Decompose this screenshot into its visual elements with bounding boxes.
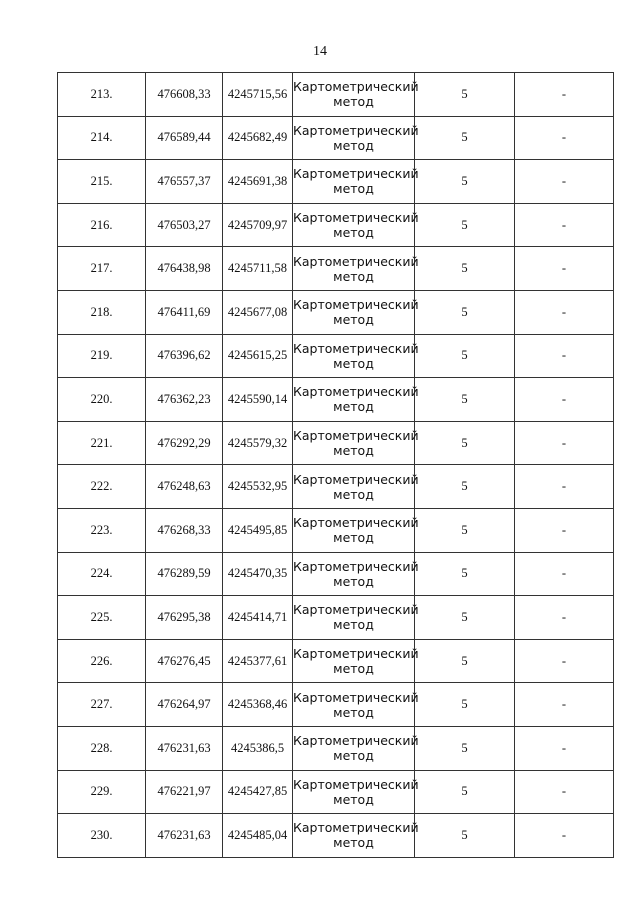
note-value: -: [561, 304, 567, 319]
note-value: -: [561, 261, 567, 276]
point-number-cell: [58, 160, 146, 204]
method-line-1: Картометрический: [293, 340, 419, 356]
accuracy-cell: [415, 508, 515, 552]
y-coordinate-cell: [223, 596, 293, 640]
accuracy-cell: [415, 465, 515, 509]
y-coordinate-cell: [223, 421, 293, 465]
table-row: [58, 116, 614, 160]
note-cell: [515, 378, 614, 422]
x-coordinate-cell: [146, 378, 223, 422]
note-cell: [515, 334, 614, 378]
accuracy-cell: [415, 116, 515, 160]
y-coordinate: 4245414,71: [227, 609, 288, 624]
y-coordinate: 4245590,14: [227, 391, 288, 406]
method-cell: [293, 683, 419, 727]
table-row: [58, 683, 614, 727]
y-coordinate: 4245709,97: [227, 217, 288, 232]
accuracy-cell: [415, 203, 515, 247]
note-value: -: [561, 522, 567, 537]
note-value: -: [561, 697, 567, 712]
x-coordinate: 476557,37: [157, 173, 211, 188]
point-number: 216.: [90, 217, 113, 232]
method-line-2: метод: [333, 268, 374, 284]
accuracy-cell: [415, 421, 515, 465]
x-coordinate: 476268,33: [157, 522, 211, 537]
method-cell: [293, 421, 419, 465]
y-coordinate: 4245579,32: [227, 435, 288, 450]
x-coordinate: 476264,97: [157, 697, 211, 712]
method-line-2: метод: [333, 617, 374, 633]
x-coordinate-cell: [146, 421, 223, 465]
accuracy-cell: [415, 814, 515, 858]
accuracy-value: 5: [461, 86, 468, 101]
table-row: [58, 508, 614, 552]
x-coordinate: 476289,59: [157, 566, 211, 581]
method-line-2: метод: [333, 486, 374, 502]
note-cell: [515, 770, 614, 814]
accuracy-value: 5: [461, 391, 468, 406]
note-value: -: [561, 827, 567, 842]
y-coordinate: 4245377,61: [227, 653, 288, 668]
y-coordinate: 4245495,85: [227, 522, 288, 537]
method-line-2: метод: [333, 181, 374, 197]
point-number: 214.: [90, 130, 113, 145]
y-coordinate: 4245691,38: [227, 173, 288, 188]
method-line-2: метод: [333, 399, 374, 415]
method-cell: [293, 596, 419, 640]
point-number-cell: [58, 465, 146, 509]
note-value: -: [561, 653, 567, 668]
note-value: -: [561, 173, 567, 188]
method-line-1: Картометрический: [293, 515, 419, 531]
method-line-1: Картометрический: [293, 428, 419, 444]
coordinates-table: [57, 72, 614, 858]
method-line-1: Картометрический: [293, 297, 419, 313]
note-cell: [515, 683, 614, 727]
note-cell: [515, 290, 614, 334]
y-coordinate-cell: [223, 247, 293, 291]
x-coordinate: 476589,44: [157, 130, 211, 145]
accuracy-value: 5: [461, 261, 468, 276]
method-line-2: метод: [333, 704, 374, 720]
method-cell: [293, 203, 419, 247]
accuracy-cell: [415, 726, 515, 770]
point-number-cell: [58, 247, 146, 291]
method-line-2: метод: [333, 791, 374, 807]
accuracy-value: 5: [461, 217, 468, 232]
y-coordinate-cell: [223, 814, 293, 858]
accuracy-cell: [415, 290, 515, 334]
point-number: 230.: [90, 827, 113, 842]
x-coordinate-cell: [146, 160, 223, 204]
point-number: 215.: [90, 173, 113, 188]
method-line-2: метод: [333, 573, 374, 589]
y-coordinate-cell: [223, 160, 293, 204]
table-row: [58, 596, 614, 640]
table-row: [58, 726, 614, 770]
note-cell: [515, 160, 614, 204]
table-row: [58, 73, 614, 117]
accuracy-value: 5: [461, 740, 468, 755]
table-row: [58, 290, 614, 334]
accuracy-value: 5: [461, 653, 468, 668]
accuracy-value: 5: [461, 609, 468, 624]
point-number: 221.: [90, 435, 113, 450]
note-value: -: [561, 435, 567, 450]
method-cell: [293, 726, 419, 770]
point-number-cell: [58, 552, 146, 596]
accuracy-value: 5: [461, 304, 468, 319]
method-line-2: метод: [333, 661, 374, 677]
point-number: 217.: [90, 261, 113, 276]
accuracy-value: 5: [461, 479, 468, 494]
page-number: 14: [313, 44, 327, 59]
y-coordinate-cell: [223, 378, 293, 422]
x-coordinate-cell: [146, 247, 223, 291]
table-row: [58, 203, 614, 247]
note-cell: [515, 639, 614, 683]
x-coordinate: 476292,29: [157, 435, 211, 450]
note-value: -: [561, 391, 567, 406]
accuracy-cell: [415, 334, 515, 378]
y-coordinate: 4245470,35: [227, 566, 288, 581]
point-number: 223.: [90, 522, 113, 537]
y-coordinate: 4245711,58: [228, 261, 287, 276]
method-line-2: метод: [333, 443, 374, 459]
accuracy-value: 5: [461, 784, 468, 799]
method-line-2: метод: [333, 530, 374, 546]
note-cell: [515, 596, 614, 640]
accuracy-cell: [415, 639, 515, 683]
method-cell: [293, 378, 419, 422]
method-line-2: метод: [333, 835, 374, 851]
table-row: [58, 247, 614, 291]
x-coordinate-cell: [146, 552, 223, 596]
method-cell: [293, 116, 419, 160]
x-coordinate-cell: [146, 639, 223, 683]
point-number-cell: [58, 596, 146, 640]
method-cell: [293, 508, 419, 552]
point-number-cell: [58, 770, 146, 814]
method-line-2: метод: [333, 137, 374, 153]
note-value: -: [561, 217, 567, 232]
x-coordinate: 476411,69: [157, 304, 211, 319]
method-line-1: Картометрический: [293, 384, 419, 400]
x-coordinate: 476362,23: [157, 391, 211, 406]
note-value: -: [561, 86, 567, 101]
x-coordinate: 476295,38: [157, 609, 211, 624]
x-coordinate-cell: [146, 508, 223, 552]
note-value: -: [561, 784, 567, 799]
y-coordinate: 4245532,95: [227, 479, 288, 494]
accuracy-cell: [415, 160, 515, 204]
method-line-1: Картометрический: [293, 79, 419, 95]
method-line-1: Картометрический: [293, 253, 419, 269]
accuracy-value: 5: [461, 522, 468, 537]
method-line-1: Картометрический: [293, 558, 419, 574]
y-coordinate-cell: [223, 465, 293, 509]
point-number: 227.: [90, 697, 113, 712]
method-line-2: метод: [333, 748, 374, 764]
y-coordinate-cell: [223, 290, 293, 334]
point-number-cell: [58, 814, 146, 858]
note-value: -: [561, 348, 567, 363]
point-number-cell: [58, 290, 146, 334]
x-coordinate-cell: [146, 290, 223, 334]
x-coordinate: 476231,63: [157, 827, 211, 842]
x-coordinate-cell: [146, 683, 223, 727]
point-number-cell: [58, 334, 146, 378]
x-coordinate-cell: [146, 465, 223, 509]
x-coordinate: 476503,27: [157, 217, 211, 232]
method-line-1: Картометрический: [293, 471, 419, 487]
y-coordinate-cell: [223, 203, 293, 247]
y-coordinate-cell: [223, 73, 293, 117]
table-row: [58, 160, 614, 204]
table-row: [58, 465, 614, 509]
x-coordinate-cell: [146, 203, 223, 247]
point-number: 222.: [90, 479, 113, 494]
point-number: 219.: [90, 348, 113, 363]
accuracy-cell: [415, 770, 515, 814]
accuracy-cell: [415, 73, 515, 117]
y-coordinate-cell: [223, 334, 293, 378]
point-number-cell: [58, 203, 146, 247]
note-cell: [515, 465, 614, 509]
table-row: [58, 421, 614, 465]
x-coordinate: 476231,63: [157, 740, 211, 755]
point-number: 225.: [90, 609, 113, 624]
accuracy-cell: [415, 247, 515, 291]
note-value: -: [561, 479, 567, 494]
note-cell: [515, 116, 614, 160]
y-coordinate-cell: [223, 726, 293, 770]
table-row: [58, 639, 614, 683]
accuracy-value: 5: [461, 435, 468, 450]
coordinates-table-body: [58, 73, 614, 858]
table-row: [58, 552, 614, 596]
accuracy-cell: [415, 552, 515, 596]
y-coordinate: 4245682,49: [227, 130, 288, 145]
point-number-cell: [58, 378, 146, 422]
method-line-1: Картометрический: [293, 210, 419, 226]
note-value: -: [561, 740, 567, 755]
table-row: [58, 814, 614, 858]
y-coordinate-cell: [223, 639, 293, 683]
note-cell: [515, 552, 614, 596]
accuracy-value: 5: [461, 348, 468, 363]
method-cell: [293, 290, 419, 334]
x-coordinate-cell: [146, 726, 223, 770]
method-line-1: Картометрический: [293, 776, 419, 792]
note-value: -: [561, 609, 567, 624]
point-number: 229.: [90, 784, 113, 799]
x-coordinate-cell: [146, 814, 223, 858]
method-cell: [293, 247, 419, 291]
method-line-2: метод: [333, 312, 374, 328]
x-coordinate-cell: [146, 334, 223, 378]
accuracy-value: 5: [461, 173, 468, 188]
point-number-cell: [58, 421, 146, 465]
point-number-cell: [58, 73, 146, 117]
y-coordinate-cell: [223, 508, 293, 552]
y-coordinate: 4245715,56: [227, 86, 288, 101]
y-coordinate: 4245386,5: [230, 740, 285, 755]
method-line-1: Картометрический: [293, 733, 419, 749]
y-coordinate-cell: [223, 770, 293, 814]
point-number: 213.: [90, 86, 113, 101]
method-line-2: метод: [333, 225, 374, 241]
method-line-1: Картометрический: [293, 646, 419, 662]
point-number-cell: [58, 639, 146, 683]
accuracy-value: 5: [461, 566, 468, 581]
note-value: -: [561, 130, 567, 145]
method-cell: [293, 160, 419, 204]
note-cell: [515, 421, 614, 465]
note-cell: [515, 203, 614, 247]
method-line-2: метод: [333, 94, 374, 110]
x-coordinate-cell: [146, 116, 223, 160]
y-coordinate-cell: [223, 116, 293, 160]
point-number: 226.: [90, 653, 113, 668]
method-line-1: Картометрический: [293, 689, 419, 705]
point-number: 224.: [90, 566, 113, 581]
point-number-cell: [58, 116, 146, 160]
x-coordinate: 476276,45: [157, 653, 211, 668]
x-coordinate: 476608,33: [157, 86, 211, 101]
method-cell: [293, 73, 419, 117]
method-cell: [293, 465, 419, 509]
note-cell: [515, 73, 614, 117]
accuracy-cell: [415, 378, 515, 422]
method-cell: [293, 639, 419, 683]
note-value: -: [561, 566, 567, 581]
point-number: 220.: [90, 391, 113, 406]
table-row: [58, 334, 614, 378]
note-cell: [515, 726, 614, 770]
y-coordinate: 4245427,85: [227, 784, 288, 799]
x-coordinate-cell: [146, 596, 223, 640]
table-row: [58, 378, 614, 422]
note-cell: [515, 508, 614, 552]
point-number-cell: [58, 683, 146, 727]
accuracy-value: 5: [461, 697, 468, 712]
accuracy-value: 5: [461, 827, 468, 842]
y-coordinate: 4245677,08: [227, 304, 288, 319]
y-coordinate: 4245368,46: [227, 697, 288, 712]
point-number: 228.: [90, 740, 113, 755]
method-line-2: метод: [333, 355, 374, 371]
method-cell: [293, 814, 419, 858]
x-coordinate-cell: [146, 73, 223, 117]
x-coordinate: 476221,97: [157, 784, 211, 799]
x-coordinate-cell: [146, 770, 223, 814]
y-coordinate: 4245615,25: [227, 348, 288, 363]
accuracy-cell: [415, 683, 515, 727]
note-cell: [515, 814, 614, 858]
table-row: [58, 770, 614, 814]
y-coordinate-cell: [223, 552, 293, 596]
accuracy-value: 5: [461, 130, 468, 145]
note-cell: [515, 247, 614, 291]
x-coordinate: 476438,98: [157, 261, 211, 276]
method-line-1: Картометрический: [293, 820, 419, 836]
y-coordinate: 4245485,04: [227, 827, 288, 842]
point-number-cell: [58, 726, 146, 770]
y-coordinate-cell: [223, 683, 293, 727]
method-line-1: Картометрический: [293, 166, 419, 182]
method-line-1: Картометрический: [293, 122, 419, 138]
method-cell: [293, 770, 419, 814]
method-cell: [293, 334, 419, 378]
x-coordinate: 476396,62: [157, 348, 211, 363]
x-coordinate: 476248,63: [157, 479, 211, 494]
accuracy-cell: [415, 596, 515, 640]
method-cell: [293, 552, 419, 596]
point-number: 218.: [90, 304, 113, 319]
method-line-1: Картометрический: [293, 602, 419, 618]
point-number-cell: [58, 508, 146, 552]
